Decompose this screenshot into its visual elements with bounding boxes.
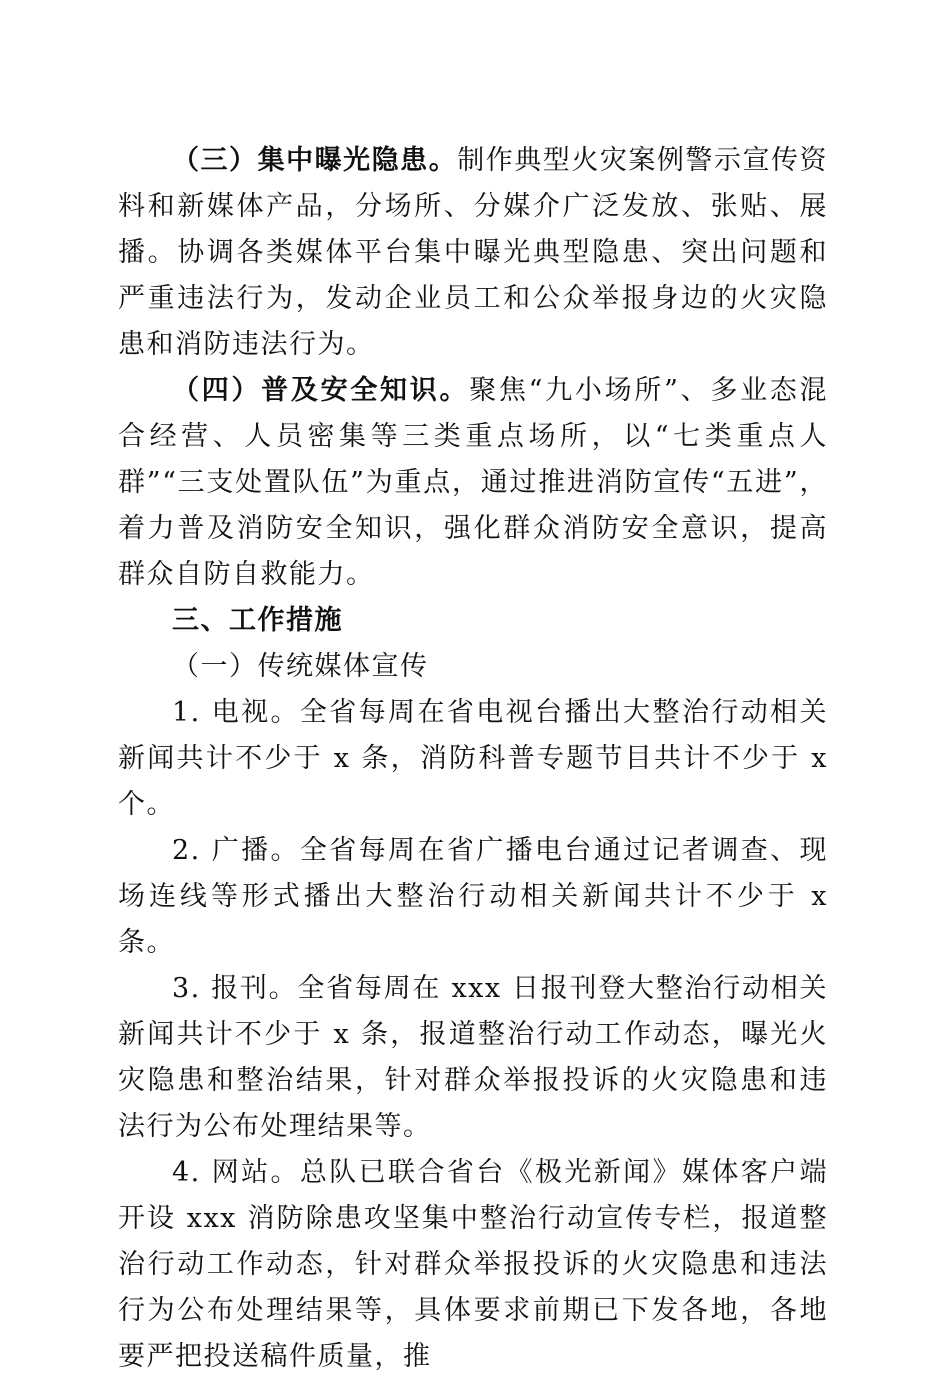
document-body: [118, 138, 828, 1380]
paragraph-lead: （三）集中曝光隐患。: [172, 145, 458, 176]
item-website: 4. 网站。总队已联合省台《极光新闻》媒体客户端开设 xxx 消防除患攻坚集中整治行动宣传专栏，报道整治行动工作动态，针对群众举报投诉的火灾隐患和违法行为公布处理结果等，具体要求前期已下发各地，各地要严把投送稿件质量，推: [118, 1157, 828, 1372]
item-television: 1. 电视。全省每周在省电视台播出大整治行动相关新闻共计不少于 x 条，消防科普专题节目共计不少于 x 个。: [118, 697, 828, 820]
section-heading: 三、工作措施: [172, 605, 343, 636]
subsection-heading: （一）传统媒体宣传: [172, 651, 429, 682]
item-radio: 2. 广播。全省每周在省广播电台通过记者调查、现场连线等形式播出大整治行动相关新闻共计不少于 x 条。: [118, 835, 828, 958]
paragraph-lead: （四）普及安全知识。: [172, 375, 470, 406]
paragraph-text: 制作典型火灾案例警示宣传资料和新媒体产品，分场所、分媒介广泛发放、张贴、展播。协调各类媒体平台集中曝光典型隐患、突出问题和严重违法行为，发动企业员工和公众举报身边的火灾隐患和消防违法行为。: [118, 145, 829, 360]
item-newspaper: 3. 报刊。全省每周在 xxx 日报刊登大整治行动相关新闻共计不少于 x 条，报道整治行动工作动态，曝光火灾隐患和整治结果，针对群众举报投诉的火灾隐患和违法行为公布处理结果等。: [118, 973, 828, 1142]
paragraph-text: 聚焦“九小场所”、多业态混合经营、人员密集等三类重点场所，以“七类重点人群”“三支处置队伍”为重点，通过推进消防宣传“五进”，着力普及消防安全知识，强化群众消防安全意识，提高群众自防自救能力。: [118, 375, 829, 590]
paragraph-expose-hazards: [118, 138, 828, 368]
paragraph-safety-knowledge: [118, 368, 828, 598]
